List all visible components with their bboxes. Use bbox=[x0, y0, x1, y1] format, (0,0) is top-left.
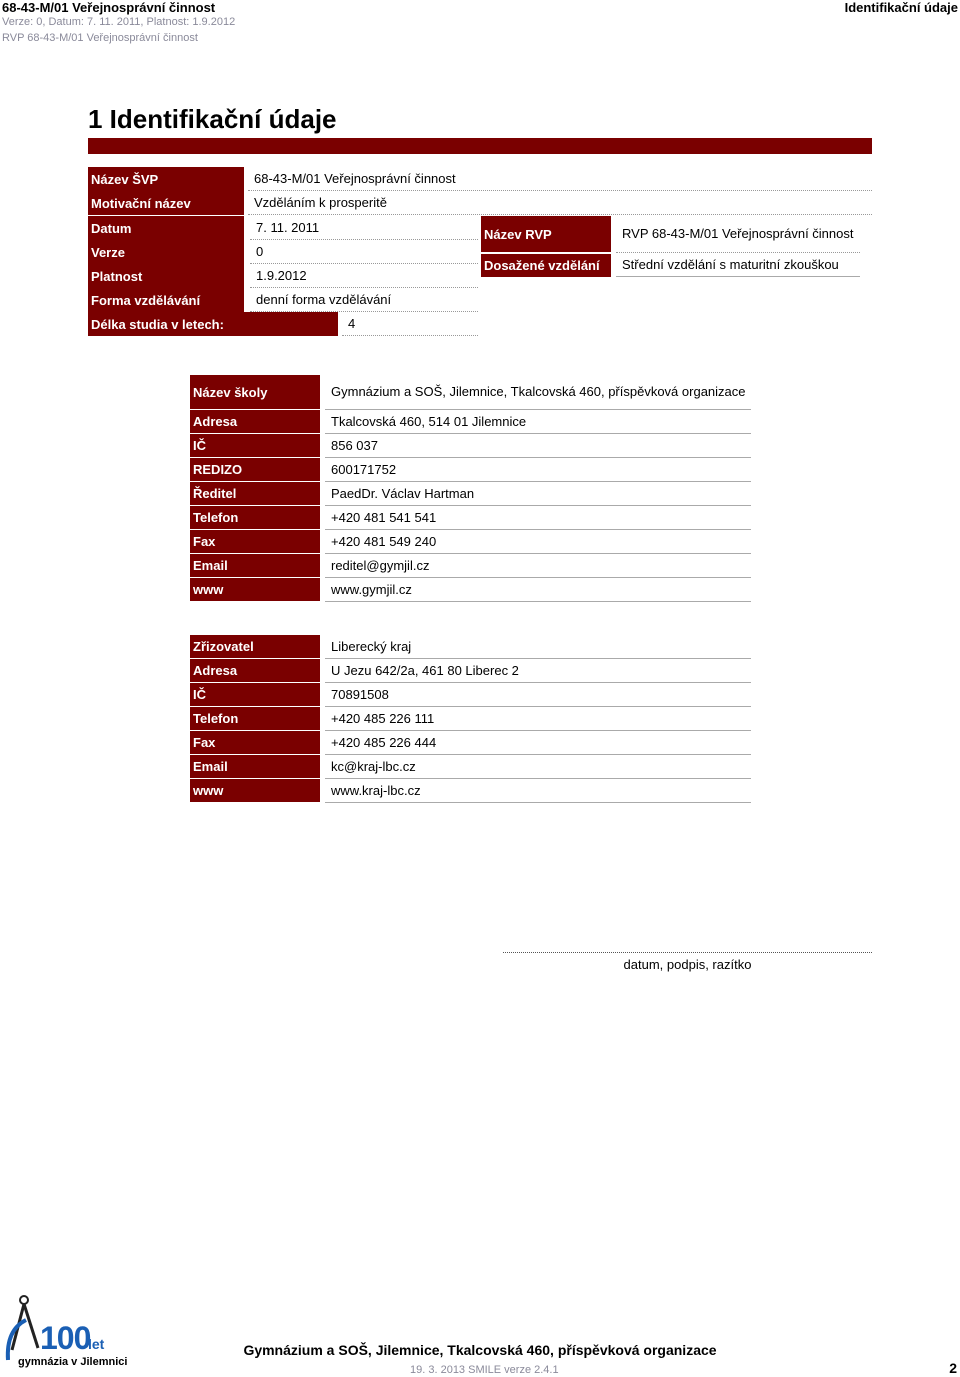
delka-value: 4 bbox=[342, 312, 478, 336]
founder-label: Adresa bbox=[190, 659, 320, 682]
school-label: IČ bbox=[190, 434, 320, 457]
page-title: 1 Identifikační údaje bbox=[88, 104, 337, 134]
document-title: 68-43-M/01 Veřejnosprávní činnost bbox=[2, 0, 216, 15]
logo-number: 100 bbox=[40, 1320, 91, 1356]
school-value: +420 481 549 240 bbox=[325, 530, 751, 554]
school-value: Tkalcovská 460, 514 01 Jilemnice bbox=[325, 410, 751, 434]
school-value: +420 481 541 541 bbox=[325, 506, 751, 530]
rvp-label: Název RVP bbox=[481, 216, 611, 252]
founder-value: kc@kraj-lbc.cz bbox=[325, 755, 751, 779]
school-label: Fax bbox=[190, 530, 320, 553]
dosazene-value: Střední vzdělání s maturitní zkouškou bbox=[616, 254, 860, 277]
motiv-value: Vzděláním k prosperitě bbox=[248, 191, 872, 215]
rvp-info: RVP 68-43-M/01 Veřejnosprávní činnost bbox=[2, 32, 198, 44]
school-value: PaedDr. Václav Hartman bbox=[325, 482, 751, 506]
founder-value: +420 485 226 444 bbox=[325, 731, 751, 755]
motiv-label: Motivační název bbox=[88, 191, 244, 215]
footer-organization: Gymnázium a SOŠ, Jilemnice, Tkalcovská 460, příspěvková organizace bbox=[243, 1342, 717, 1358]
title-bar bbox=[88, 138, 872, 154]
school-value: www.gymjil.cz bbox=[325, 578, 751, 602]
school-label: Telefon bbox=[190, 506, 320, 529]
founder-label: Email bbox=[190, 755, 320, 778]
svp-name-label: Název ŠVP bbox=[88, 167, 244, 191]
school-logo bbox=[2, 1290, 128, 1372]
founder-value: Liberecký kraj bbox=[325, 635, 751, 659]
school-value: 856 037 bbox=[325, 434, 751, 458]
delka-label: Délka studia v letech: bbox=[88, 312, 338, 336]
founder-label: Telefon bbox=[190, 707, 320, 730]
school-label: www bbox=[190, 578, 320, 601]
founder-value: U Jezu 642/2a, 461 80 Liberec 2 bbox=[325, 659, 751, 683]
founder-value: +420 485 226 111 bbox=[325, 707, 751, 731]
school-value: reditel@gymjil.cz bbox=[325, 554, 751, 578]
forma-value: denní forma vzdělávání bbox=[250, 288, 478, 312]
school-value: 600171752 bbox=[325, 458, 751, 482]
datum-label: Datum bbox=[88, 216, 244, 240]
school-value: Gymnázium a SOŠ, Jilemnice, Tkalcovská 460, příspěvková organizace bbox=[325, 375, 751, 410]
footer-date: 19. 3. 2013 SMILE verze 2.4.1 bbox=[410, 1364, 559, 1376]
verze-label: Verze bbox=[88, 240, 244, 264]
school-label: Název školy bbox=[190, 375, 320, 409]
founder-label: Zřizovatel bbox=[190, 635, 320, 658]
school-label: Email bbox=[190, 554, 320, 577]
founder-label: Fax bbox=[190, 731, 320, 754]
rvp-value: RVP 68-43-M/01 Veřejnosprávní činnost bbox=[616, 216, 860, 253]
datum-value: 7. 11. 2011 bbox=[250, 216, 478, 240]
verze-value: 0 bbox=[250, 240, 478, 264]
founder-label: www bbox=[190, 779, 320, 802]
logo-name: gymnázia v Jilemnici bbox=[18, 1356, 128, 1368]
forma-label: Forma vzdělávání bbox=[88, 288, 244, 312]
version-info: Verze: 0, Datum: 7. 11. 2011, Platnost: 1.9.2012 bbox=[2, 16, 236, 28]
dosazene-label: Dosažené vzdělání bbox=[481, 254, 611, 277]
school-label: REDIZO bbox=[190, 458, 320, 481]
founder-value: 70891508 bbox=[325, 683, 751, 707]
page-number: 2 bbox=[949, 1360, 957, 1376]
section-name: Identifikační údaje bbox=[844, 0, 958, 15]
founder-label: IČ bbox=[190, 683, 320, 706]
signature-line bbox=[503, 952, 872, 953]
platnost-label: Platnost bbox=[88, 264, 244, 288]
school-label: Adresa bbox=[190, 410, 320, 433]
platnost-value: 1.9.2012 bbox=[250, 264, 478, 288]
signature-caption: datum, podpis, razítko bbox=[623, 957, 752, 972]
founder-value: www.kraj-lbc.cz bbox=[325, 779, 751, 803]
svp-name-value: 68-43-M/01 Veřejnosprávní činnost bbox=[248, 167, 872, 191]
school-label: Ředitel bbox=[190, 482, 320, 505]
logo-let: let bbox=[88, 1336, 105, 1352]
